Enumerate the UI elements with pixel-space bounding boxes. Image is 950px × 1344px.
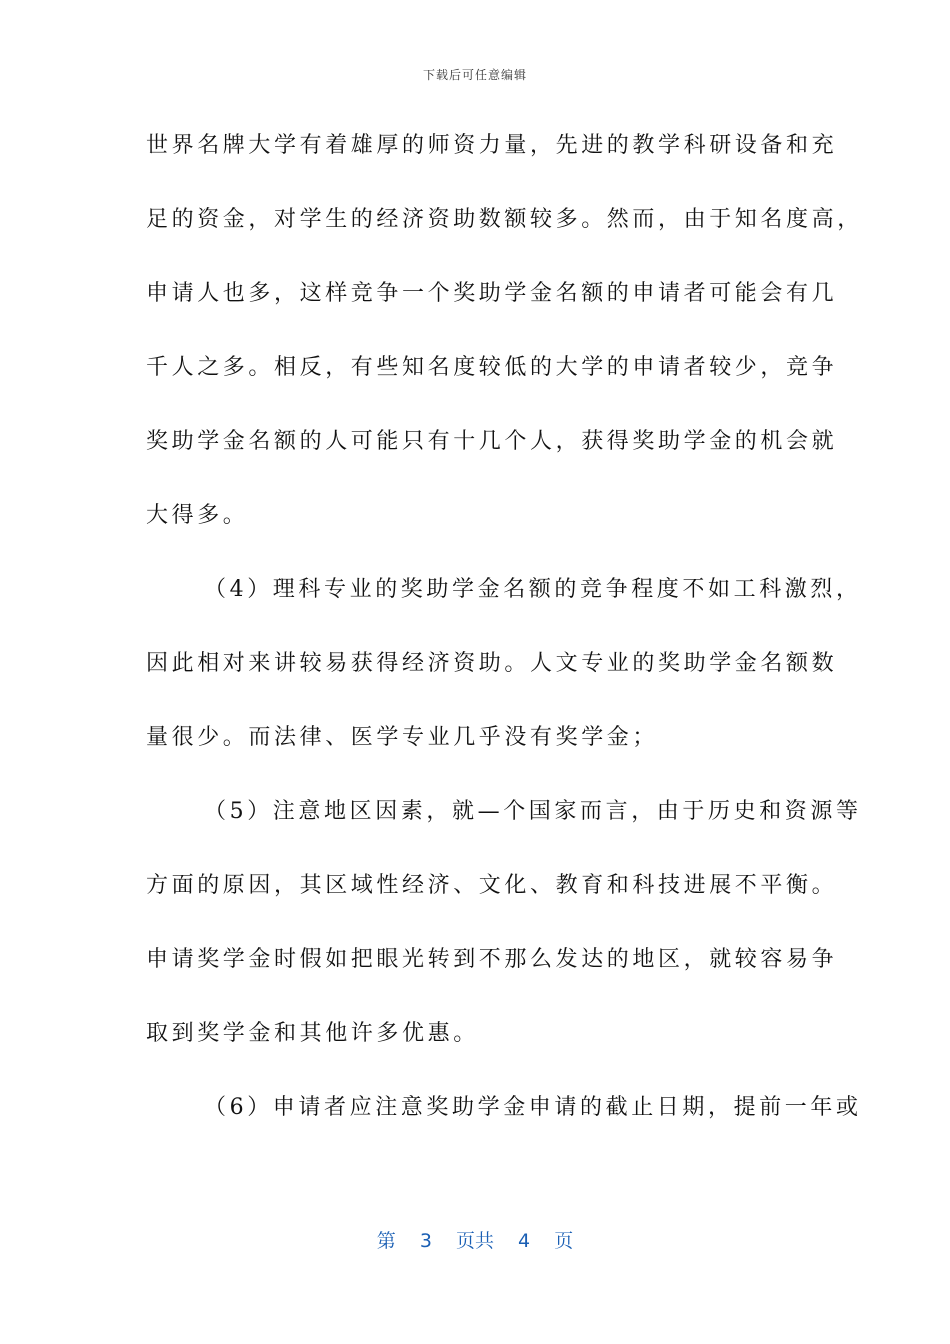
paragraph-line-indented: （4）理科专业的奖助学金名额的竞争程度不如工科激烈， (204, 577, 862, 602)
paragraph-line: 方面的原因，其区域性经济、文化、教育和科技进展不平衡。 (146, 873, 838, 898)
paragraph-line: 世界名牌大学有着雄厚的师资力量，先进的教学科研设备和充 (146, 133, 838, 158)
total-pages-number: 4 (518, 1230, 531, 1252)
current-page-number: 3 (419, 1230, 432, 1252)
page-label-mid: 页共 (455, 1230, 494, 1252)
paragraph-line: 量很少。而法律、医学专业几乎没有奖学金； (146, 725, 659, 750)
page-label-prefix: 第 (376, 1230, 396, 1252)
paragraph-line-indented: （6）申请者应注意奖助学金申请的截止日期，提前一年或 (204, 1095, 862, 1120)
paragraph-line: 申请奖学金时假如把眼光转到不那么发达的地区，就较容易争 (146, 947, 838, 972)
paragraph-line: 取到奖学金和其他许多优惠。 (146, 1021, 479, 1046)
body-text (146, 128, 863, 1164)
header-note: 下载后可任意编辑 (422, 68, 527, 82)
page-label-suffix: 页 (554, 1230, 574, 1252)
paragraph-line: 因此相对来讲较易获得经济资助。人文专业的奖助学金名额数 (146, 651, 838, 676)
paragraph-line: 足的资金，对学生的经济资助数额较多。然而，由于知名度高， (146, 207, 863, 232)
page-footer (0, 1226, 950, 1253)
paragraph-line: 奖助学金名额的人可能只有十几个人，获得奖助学金的机会就 (146, 429, 838, 454)
paragraph-line-indented: （5）注意地区因素，就—个国家而言，由于历史和资源等 (204, 799, 862, 824)
paragraph-line: 申请人也多，这样竞争一个奖助学金名额的申请者可能会有几 (146, 281, 838, 306)
paragraph-line: 千人之多。相反，有些知名度较低的大学的申请者较少，竞争 (146, 355, 838, 380)
paragraph-line: 大得多。 (146, 503, 249, 528)
